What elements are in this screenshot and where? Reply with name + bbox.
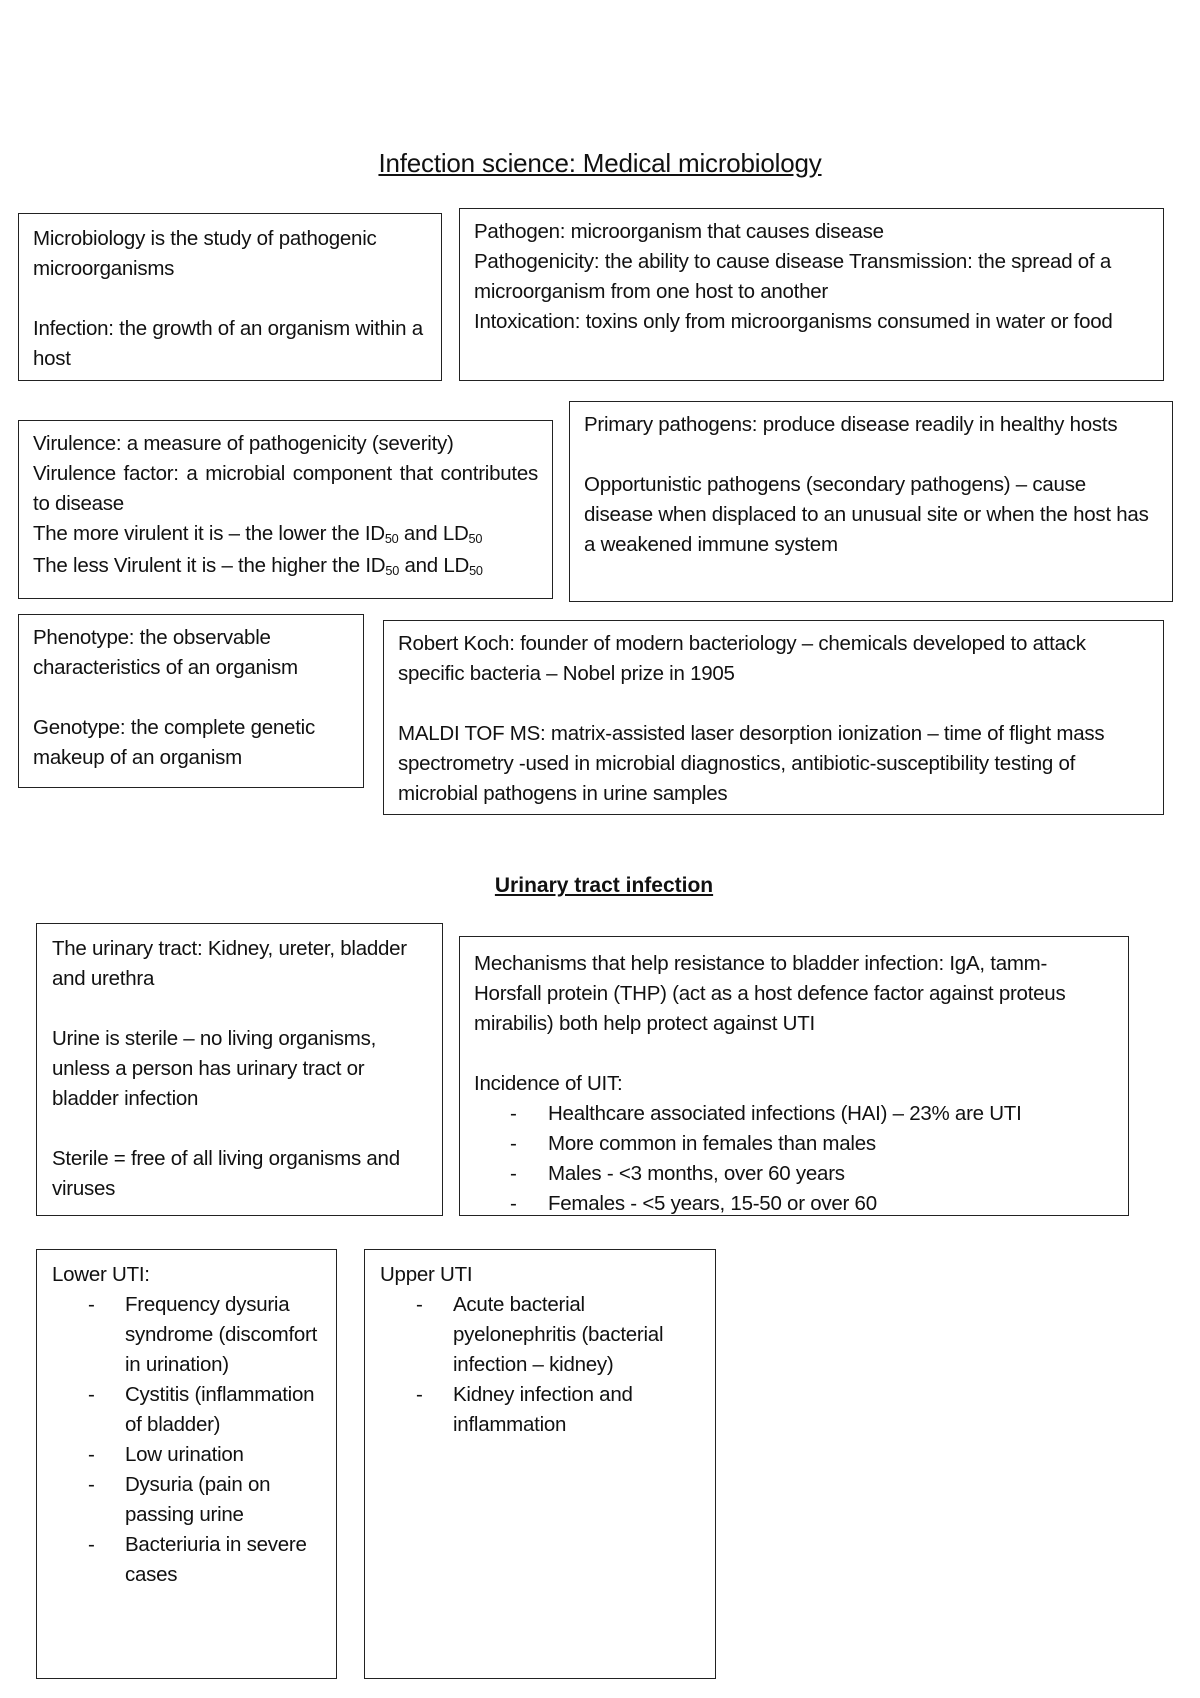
lower-uti-heading: Lower UTI:	[52, 1263, 150, 1286]
list-item: - Dysuria (pain on passing urine	[88, 1473, 271, 1526]
maldi-tof-note: MALDI TOF MS: matrix-assisted laser desorption ionization – time of flight mass spectrometry -used in microbial diagnostics, antibiotic-susceptibility testing of microbial pathogens in urine samples	[398, 722, 1105, 805]
list-item: - Acute bacterial pyelonephritis (bacterial infection – kidney)	[416, 1293, 664, 1376]
page-title: Infection science: Medical microbiology	[378, 148, 822, 178]
pathogenicity-definition: Pathogenicity: the ability to cause disease Transmission: the spread of a microorganism from one host to another	[474, 250, 1111, 303]
list-item: - Kidney infection and inflammation	[416, 1383, 633, 1436]
list-item: - Frequency dysuria syndrome (discomfort in urination)	[88, 1293, 318, 1376]
pathogen-types-box	[569, 401, 1173, 602]
resistance-mechanisms: Mechanisms that help resistance to bladder infection: IgA, tamm-Horsfall protein (THP) (act as a host defence factor against proteus mirabilis) both help protect against UTI	[474, 952, 1066, 1035]
lower-uti-list	[52, 1290, 322, 1590]
bladder-resistance-box	[459, 936, 1129, 1216]
lower-uti-box	[36, 1249, 337, 1679]
virulence-box	[18, 420, 553, 599]
urine-sterile-note: Urine is sterile – no living organisms, unless a person has urinary tract or bladder infection	[52, 1027, 377, 1110]
upper-uti-list	[380, 1290, 701, 1440]
sterile-definition: Sterile = free of all living organisms and viruses	[52, 1147, 400, 1200]
more-virulent-line: The more virulent it is – the lower the $ID_{50}$ and $LD_{50}$	[33, 522, 483, 547]
urinary-tract-box	[36, 923, 443, 1216]
microbiology-definition-box	[18, 213, 442, 381]
list-item: - Low urination	[88, 1443, 244, 1466]
urinary-tract-parts: The urinary tract: Kidney, ureter, bladder and urethra	[52, 937, 407, 990]
robert-koch-note: Robert Koch: founder of modern bacteriology – chemicals developed to attack specific bacteria – Nobel prize in 1905	[398, 632, 1086, 685]
virulence-factor-definition: Virulence factor: a microbial component that contributes to disease	[33, 462, 538, 515]
section-title-uti: Urinary tract infection	[494, 874, 714, 897]
intoxication-definition: Intoxication: toxins only from microorganisms consumed in water or food	[474, 310, 1113, 333]
list-item: - Females - <5 years, 15-50 or over 60	[510, 1192, 877, 1215]
list-item: - Males - <3 months, over 60 years	[510, 1162, 845, 1185]
primary-pathogens: Primary pathogens: produce disease readily in healthy hosts	[584, 413, 1118, 436]
opportunistic-pathogens: Opportunistic pathogens (secondary pathogens) – cause disease when displaced to an unusual site or when the host has a weakened immune system	[584, 473, 1149, 556]
koch-maldi-box	[383, 620, 1164, 815]
pathogen-definition: Pathogen: microorganism that causes disease	[474, 220, 884, 243]
less-virulent-line: The less Virulent it is – the higher the $ID_{50}$ and $LD_{50}$	[33, 554, 483, 579]
incidence-heading: Incidence of UIT:	[474, 1072, 623, 1095]
incidence-list	[474, 1099, 1114, 1219]
microbiology-definition: Microbiology is the study of pathogenic microorganisms	[33, 227, 377, 280]
virulence-definition: Virulence: a measure of pathogenicity (severity)	[33, 432, 454, 455]
phenotype-definition: Phenotype: the observable characteristics of an organism	[33, 626, 298, 679]
list-item: - Healthcare associated infections (HAI) – 23% are UTI	[510, 1102, 1022, 1125]
pathogen-terms-box	[459, 208, 1164, 381]
list-item: - Bacteriuria in severe cases	[88, 1533, 307, 1586]
infection-definition: Infection: the growth of an organism within a host	[33, 317, 423, 370]
list-item: - Cystitis (inflammation of bladder)	[88, 1383, 315, 1436]
genotype-definition: Genotype: the complete genetic makeup of an organism	[33, 716, 315, 769]
list-item: - More common in females than males	[510, 1132, 876, 1155]
upper-uti-heading: Upper UTI	[380, 1263, 473, 1286]
upper-uti-box	[364, 1249, 716, 1679]
phenotype-genotype-box	[18, 614, 364, 788]
